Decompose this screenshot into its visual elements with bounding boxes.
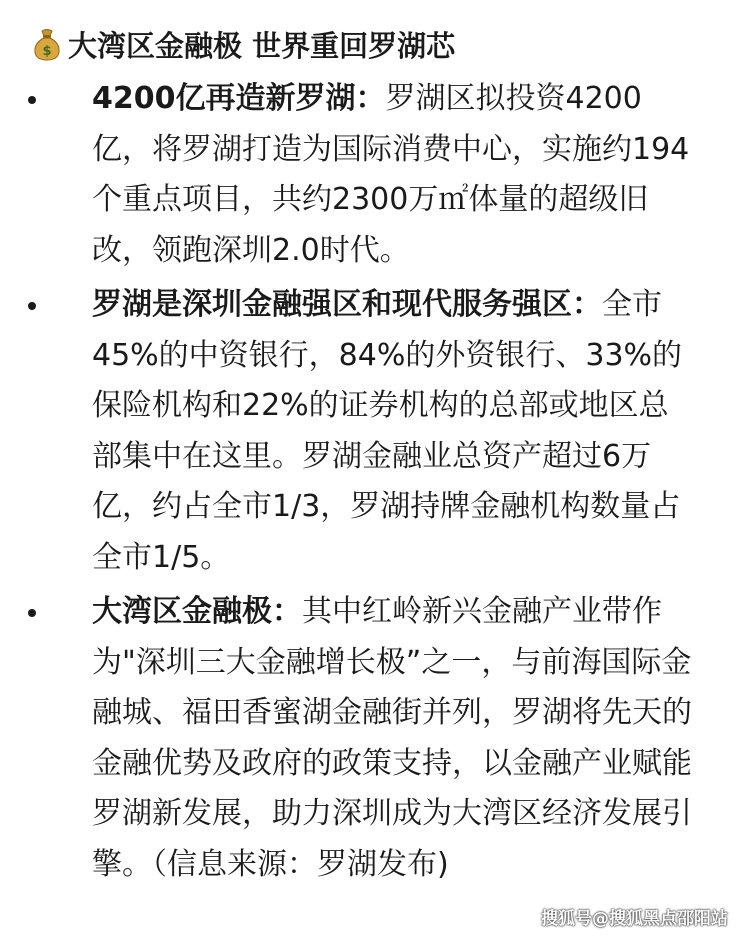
svg-text:$: $ xyxy=(42,44,52,59)
page-title-text: 大湾区金融极 世界重回罗湖芯 xyxy=(68,28,456,63)
bullet-dot xyxy=(28,302,36,310)
item-title: 罗湖是深圳金融强区和现代服务强区： xyxy=(92,287,602,322)
item-title: 4200亿再造新罗湖： xyxy=(92,81,386,116)
watermark: 搜狐号@搜狐黑点邵阳站 xyxy=(541,909,728,929)
bullet-dot xyxy=(28,96,36,104)
item-body: 全市45%的中资银行，84%的外资银行、33%的保险机构和22%的证券机构的总部或地区总部集中在这里。罗湖金融业总资产超过6万亿，约占全市1/3，罗湖持牌金融机构数量占全市1/5。 xyxy=(92,287,683,575)
list-item xyxy=(0,280,692,583)
item-body: 罗湖区拟投资4200亿，将罗湖打造为国际消费中心，实施约194个重点项目，共约2300万㎡体量的超级旧改，领跑深圳2.0时代。 xyxy=(92,81,690,268)
bullet-dot xyxy=(28,609,36,617)
item-title: 大湾区金融极： xyxy=(92,594,302,629)
money-bag-icon xyxy=(32,27,62,61)
list-item xyxy=(0,587,692,890)
bullet-list xyxy=(0,74,740,894)
item-body: 其中红岭新兴金融产业带作为"深圳三大金融增长极”之一，与前海国际金融城、福田香蜜湖金融街并列，罗湖将先天的金融优势及政府的政策支持，以金融产业赋能罗湖新发展，助力深圳成为大湾区经济发展引擎。（信息来源：罗湖发布) xyxy=(92,594,692,882)
list-item xyxy=(0,74,692,276)
page-title xyxy=(32,22,455,66)
